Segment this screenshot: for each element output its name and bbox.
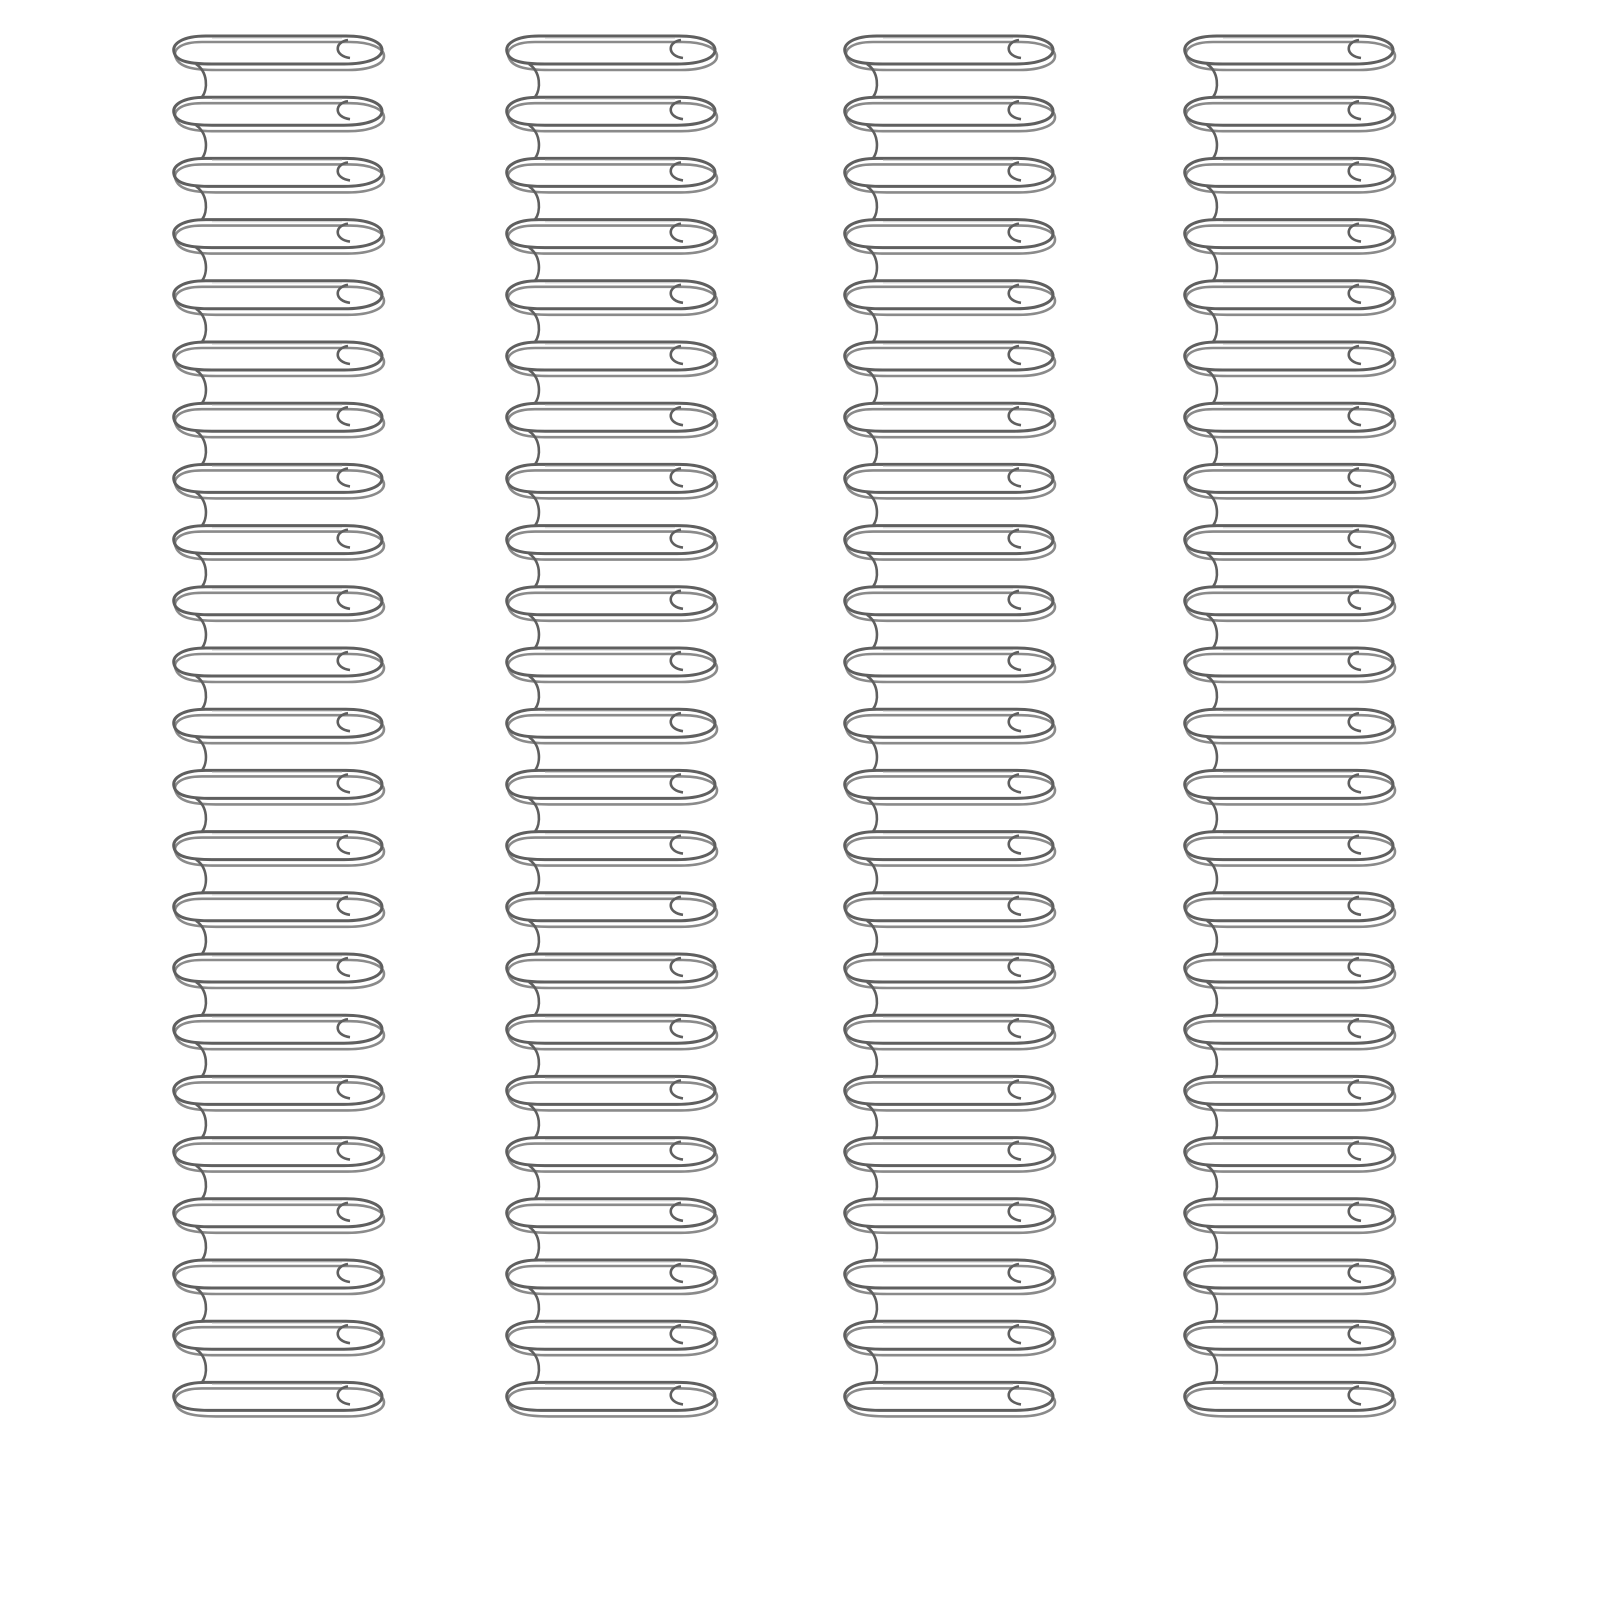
wire-loop xyxy=(845,770,1055,831)
wire-loop-back xyxy=(175,42,384,70)
wire-loop-front xyxy=(1185,97,1393,125)
wire-loop-back xyxy=(175,1144,384,1172)
wire-loop xyxy=(174,587,384,648)
wire-loop-back xyxy=(508,776,717,804)
wire-loop-front xyxy=(1185,1138,1393,1166)
wire-loop xyxy=(174,709,384,770)
wire-loop xyxy=(507,954,717,1015)
wire-loop-back xyxy=(846,348,1055,376)
wire-loop xyxy=(174,1260,384,1321)
wire-loop-front xyxy=(1185,648,1393,676)
wire-loop-back xyxy=(846,776,1055,804)
wire-loop-front xyxy=(507,403,715,431)
wire-loop xyxy=(174,97,384,158)
wire-loop xyxy=(845,1382,1055,1416)
wire-loop-back xyxy=(846,1021,1055,1049)
wire-loop-front xyxy=(845,464,1053,492)
wire-loop-front xyxy=(174,1382,382,1410)
wire-loop-front xyxy=(845,281,1053,309)
wire-loop xyxy=(507,526,717,587)
wire-loop-front xyxy=(845,1260,1053,1288)
wire-loop-front xyxy=(1185,464,1393,492)
wire-loop xyxy=(1185,1260,1395,1321)
wire-loop-front xyxy=(845,648,1053,676)
wire-loop-back xyxy=(1186,960,1395,988)
wire-loop-back xyxy=(175,1082,384,1110)
wire-loop-front xyxy=(1185,158,1393,186)
wire-loop-back xyxy=(846,960,1055,988)
wire-loop xyxy=(174,954,384,1015)
wire-loop xyxy=(507,36,717,97)
wire-loop-back xyxy=(1186,899,1395,927)
wire-loop-back xyxy=(1186,287,1395,315)
wire-loop-back xyxy=(175,470,384,498)
wire-loop-back xyxy=(175,593,384,621)
wire-loop-front xyxy=(845,1321,1053,1349)
wire-loop-front xyxy=(174,709,382,737)
wire-loop-back xyxy=(175,960,384,988)
wire-loop xyxy=(845,464,1055,525)
wire-loop-back xyxy=(175,532,384,560)
wire-loop-back xyxy=(508,226,717,254)
wire-loop-back xyxy=(846,164,1055,192)
wire-loop-front xyxy=(507,281,715,309)
wire-loop-front xyxy=(1185,281,1393,309)
wire-loop-front xyxy=(174,587,382,615)
wire-loop xyxy=(174,1015,384,1076)
wire-loop-back xyxy=(1186,226,1395,254)
wire-loop xyxy=(507,1138,717,1199)
wire-loop-front xyxy=(507,36,715,64)
wire-loop xyxy=(174,1321,384,1382)
wire-loop-back xyxy=(508,593,717,621)
wire-loop-back xyxy=(508,1082,717,1110)
wire-loop-front xyxy=(1185,526,1393,554)
wire-loop-back xyxy=(846,654,1055,682)
wire-loop xyxy=(845,526,1055,587)
wire-loop-front xyxy=(174,158,382,186)
wire-loop-back xyxy=(508,164,717,192)
wire-loop-back xyxy=(508,1021,717,1049)
wire-loop-back xyxy=(508,1327,717,1355)
wire-loop-back xyxy=(1186,715,1395,743)
wire-loop-back xyxy=(846,593,1055,621)
wire-loop xyxy=(845,1199,1055,1260)
wire-loop-back xyxy=(846,42,1055,70)
wire-loop xyxy=(845,832,1055,893)
wire-loop-front xyxy=(1185,709,1393,737)
wire-loop-back xyxy=(175,348,384,376)
wire-loop-back xyxy=(175,226,384,254)
wire-loop-front xyxy=(507,342,715,370)
wire-loop-front xyxy=(845,158,1053,186)
wire-loop-front xyxy=(507,1199,715,1227)
wire-loop xyxy=(1185,1076,1395,1137)
wire-loop xyxy=(507,1015,717,1076)
wire-loop-back xyxy=(1186,103,1395,131)
wire-loop xyxy=(507,770,717,831)
wire-loop-front xyxy=(507,1382,715,1410)
wire-loop-front xyxy=(1185,893,1393,921)
wire-loop xyxy=(845,587,1055,648)
wire-loop-back xyxy=(1186,1205,1395,1233)
wire-loop xyxy=(1185,526,1395,587)
wire-loop-front xyxy=(507,770,715,798)
wire-loop xyxy=(507,1199,717,1260)
wire-loop-back xyxy=(508,287,717,315)
wire-loop-back xyxy=(1186,593,1395,621)
wire-loop xyxy=(845,220,1055,281)
wire-loop xyxy=(174,1382,384,1416)
wire-loop xyxy=(174,1076,384,1137)
wire-loop xyxy=(1185,158,1395,219)
wire-loop xyxy=(1185,97,1395,158)
wire-loop-front xyxy=(507,832,715,860)
wire-loop-front xyxy=(507,526,715,554)
wire-spine xyxy=(1185,36,1395,1416)
wire-loop xyxy=(845,954,1055,1015)
wire-loop xyxy=(507,709,717,770)
wire-loop-front xyxy=(845,587,1053,615)
wire-loop-front xyxy=(1185,342,1393,370)
wire-loop-back xyxy=(508,409,717,437)
wire-loop-front xyxy=(845,526,1053,554)
wire-loop-front xyxy=(174,648,382,676)
wire-loop-front xyxy=(174,464,382,492)
wire-loop xyxy=(1185,893,1395,954)
wire-loop-back xyxy=(175,164,384,192)
wire-loop-front xyxy=(507,464,715,492)
wire-loop-front xyxy=(1185,587,1393,615)
wire-loop-back xyxy=(508,1388,717,1416)
wire-loop-front xyxy=(174,954,382,982)
wire-spine xyxy=(174,36,384,1416)
wire-loop-front xyxy=(174,220,382,248)
wire-loop-back xyxy=(175,1021,384,1049)
wire-loop-back xyxy=(846,1205,1055,1233)
wire-loop-front xyxy=(174,1076,382,1104)
wire-loop-front xyxy=(507,893,715,921)
wire-loop-back xyxy=(1186,776,1395,804)
wire-loop xyxy=(507,464,717,525)
wire-loop-back xyxy=(175,1266,384,1294)
wire-loop xyxy=(507,648,717,709)
wire-loop-front xyxy=(174,342,382,370)
wire-loop xyxy=(1185,648,1395,709)
wire-loop-back xyxy=(508,654,717,682)
wire-loop-front xyxy=(507,709,715,737)
wire-loop-front xyxy=(845,709,1053,737)
wire-loop-front xyxy=(174,526,382,554)
wire-loop-front xyxy=(1185,1260,1393,1288)
wire-loop xyxy=(845,1138,1055,1199)
wire-loop-back xyxy=(508,715,717,743)
wire-loop xyxy=(1185,1138,1395,1199)
wire-loop-front xyxy=(507,954,715,982)
wire-loop-back xyxy=(175,1388,384,1416)
wire-loop-front xyxy=(1185,36,1393,64)
wire-loop xyxy=(845,97,1055,158)
wire-loop xyxy=(507,587,717,648)
wire-loop xyxy=(845,281,1055,342)
wire-loop xyxy=(507,342,717,403)
wire-loop xyxy=(174,526,384,587)
wire-loop-front xyxy=(845,36,1053,64)
wire-loop xyxy=(174,342,384,403)
wire-loop-front xyxy=(1185,954,1393,982)
wire-loop-back xyxy=(175,838,384,866)
wire-loop xyxy=(845,403,1055,464)
wire-loop-back xyxy=(846,532,1055,560)
wire-loop-back xyxy=(846,1266,1055,1294)
wire-loop xyxy=(507,281,717,342)
wire-loop xyxy=(174,403,384,464)
wire-loop-back xyxy=(1186,348,1395,376)
wire-loop-back xyxy=(508,838,717,866)
wire-loop xyxy=(174,464,384,525)
wire-loop-front xyxy=(174,281,382,309)
wire-loop xyxy=(1185,342,1395,403)
wire-loop-back xyxy=(508,960,717,988)
wire-loop-back xyxy=(175,654,384,682)
wire-loop-front xyxy=(845,97,1053,125)
wire-loop xyxy=(174,893,384,954)
wire-loop-front xyxy=(1185,1199,1393,1227)
wire-loop xyxy=(507,220,717,281)
wire-loop xyxy=(507,1076,717,1137)
wire-loop xyxy=(1185,832,1395,893)
wire-loop-back xyxy=(508,348,717,376)
wire-loop-back xyxy=(508,470,717,498)
wire-loop-back xyxy=(1186,838,1395,866)
wire-loop xyxy=(507,1382,717,1416)
wire-loop-back xyxy=(1186,1082,1395,1110)
wire-loop-front xyxy=(1185,770,1393,798)
wire-loop-back xyxy=(846,1144,1055,1172)
wire-loop-front xyxy=(845,342,1053,370)
wire-loop-back xyxy=(1186,470,1395,498)
wire-loop-back xyxy=(1186,654,1395,682)
wire-loop xyxy=(174,158,384,219)
wire-loop-back xyxy=(846,715,1055,743)
wire-spine xyxy=(507,36,717,1416)
wire-loop-back xyxy=(1186,532,1395,560)
wire-loop xyxy=(507,893,717,954)
wire-loop xyxy=(845,1076,1055,1137)
wire-spine xyxy=(845,36,1055,1416)
wire-loop-front xyxy=(1185,1321,1393,1349)
wire-loop-back xyxy=(508,103,717,131)
wire-loop-front xyxy=(1185,1015,1393,1043)
wire-loop-front xyxy=(845,893,1053,921)
wire-loop xyxy=(845,342,1055,403)
wire-loop-back xyxy=(508,899,717,927)
wire-loop-back xyxy=(508,42,717,70)
wire-loop-front xyxy=(507,158,715,186)
wire-loop-front xyxy=(507,1076,715,1104)
wire-loop xyxy=(1185,1015,1395,1076)
wire-loop-front xyxy=(174,893,382,921)
wire-loop-back xyxy=(846,409,1055,437)
wire-loop-front xyxy=(845,954,1053,982)
wire-loop-front xyxy=(174,1015,382,1043)
wire-loop-front xyxy=(174,403,382,431)
wire-loop xyxy=(1185,1382,1395,1416)
wire-loop xyxy=(1185,403,1395,464)
wire-loop-front xyxy=(507,1260,715,1288)
wire-loop-front xyxy=(174,770,382,798)
wire-loop-front xyxy=(845,1076,1053,1104)
wire-loop-front xyxy=(507,587,715,615)
wire-loop xyxy=(507,1260,717,1321)
wire-loop-front xyxy=(845,1382,1053,1410)
wire-loop-back xyxy=(175,1327,384,1355)
wire-loop-front xyxy=(845,1015,1053,1043)
wire-loop-front xyxy=(1185,220,1393,248)
wire-loop xyxy=(845,1321,1055,1382)
wire-loop-front xyxy=(845,403,1053,431)
wire-loop xyxy=(1185,220,1395,281)
wire-loop-back xyxy=(508,1266,717,1294)
wire-loop xyxy=(1185,587,1395,648)
wire-loop-back xyxy=(1186,1388,1395,1416)
wire-loop-back xyxy=(846,899,1055,927)
wire-loop-front xyxy=(174,36,382,64)
wire-loop-front xyxy=(507,648,715,676)
wire-loop-front xyxy=(174,1321,382,1349)
wire-loop-back xyxy=(1186,409,1395,437)
wire-loop-front xyxy=(174,1260,382,1288)
wire-loop-back xyxy=(1186,1327,1395,1355)
wire-loop-back xyxy=(508,1144,717,1172)
wire-loop xyxy=(507,403,717,464)
wire-loop-back xyxy=(846,103,1055,131)
wire-loop-back xyxy=(508,1205,717,1233)
wire-loop-back xyxy=(175,1205,384,1233)
wire-loop-back xyxy=(175,899,384,927)
wire-loop-front xyxy=(174,1138,382,1166)
wire-loop-back xyxy=(175,776,384,804)
wire-loop-front xyxy=(174,1199,382,1227)
wire-loop xyxy=(1185,770,1395,831)
wire-loop-back xyxy=(846,470,1055,498)
wire-loop xyxy=(174,220,384,281)
wire-loop xyxy=(174,648,384,709)
wire-loop xyxy=(174,1199,384,1260)
wire-loop xyxy=(174,36,384,97)
wire-loop xyxy=(1185,709,1395,770)
wire-loop-back xyxy=(1186,1021,1395,1049)
wire-loop-front xyxy=(1185,403,1393,431)
wire-loop xyxy=(507,97,717,158)
wire-loop-back xyxy=(846,838,1055,866)
wire-loop xyxy=(1185,281,1395,342)
wire-loop-front xyxy=(507,1321,715,1349)
wire-loop-front xyxy=(174,97,382,125)
wire-loop xyxy=(845,893,1055,954)
wire-loop xyxy=(845,1015,1055,1076)
wire-loop-back xyxy=(846,1388,1055,1416)
wire-loop-back xyxy=(846,1327,1055,1355)
wire-loop-back xyxy=(846,287,1055,315)
wire-loop-back xyxy=(508,532,717,560)
wire-loop-back xyxy=(175,287,384,315)
wire-loop xyxy=(174,770,384,831)
wire-loop-back xyxy=(175,409,384,437)
wire-loop-back xyxy=(175,103,384,131)
wire-loop xyxy=(845,709,1055,770)
wire-loop xyxy=(1185,36,1395,97)
wire-loop-front xyxy=(507,220,715,248)
wire-loop xyxy=(507,158,717,219)
wire-loop-front xyxy=(507,1138,715,1166)
wire-binding-spines xyxy=(174,36,1395,1416)
wire-loop xyxy=(845,1260,1055,1321)
wire-loop xyxy=(507,832,717,893)
wire-loop xyxy=(174,832,384,893)
wire-loop-front xyxy=(845,832,1053,860)
wire-loop-back xyxy=(1186,1144,1395,1172)
wire-loop-front xyxy=(1185,1076,1393,1104)
wire-loop xyxy=(845,158,1055,219)
wire-loop-front xyxy=(507,97,715,125)
wire-loop xyxy=(1185,1199,1395,1260)
wire-loop-front xyxy=(507,1015,715,1043)
wire-loop xyxy=(845,648,1055,709)
wire-loop-front xyxy=(845,1138,1053,1166)
wire-loop-back xyxy=(1186,1266,1395,1294)
wire-loop-back xyxy=(1186,42,1395,70)
wire-loop-front xyxy=(174,832,382,860)
wire-loop-front xyxy=(1185,1382,1393,1410)
wire-loop-back xyxy=(1186,164,1395,192)
wire-loop-front xyxy=(845,220,1053,248)
wire-loop xyxy=(1185,954,1395,1015)
wire-loop xyxy=(845,36,1055,97)
wire-loop xyxy=(1185,1321,1395,1382)
wire-loop xyxy=(174,281,384,342)
wire-loop-front xyxy=(1185,832,1393,860)
wire-loop-back xyxy=(175,715,384,743)
wire-loop xyxy=(174,1138,384,1199)
wire-loop-back xyxy=(846,226,1055,254)
wire-loop xyxy=(507,1321,717,1382)
wire-loop xyxy=(1185,464,1395,525)
wire-loop-front xyxy=(845,770,1053,798)
wire-loop-front xyxy=(845,1199,1053,1227)
wire-loop-back xyxy=(846,1082,1055,1110)
